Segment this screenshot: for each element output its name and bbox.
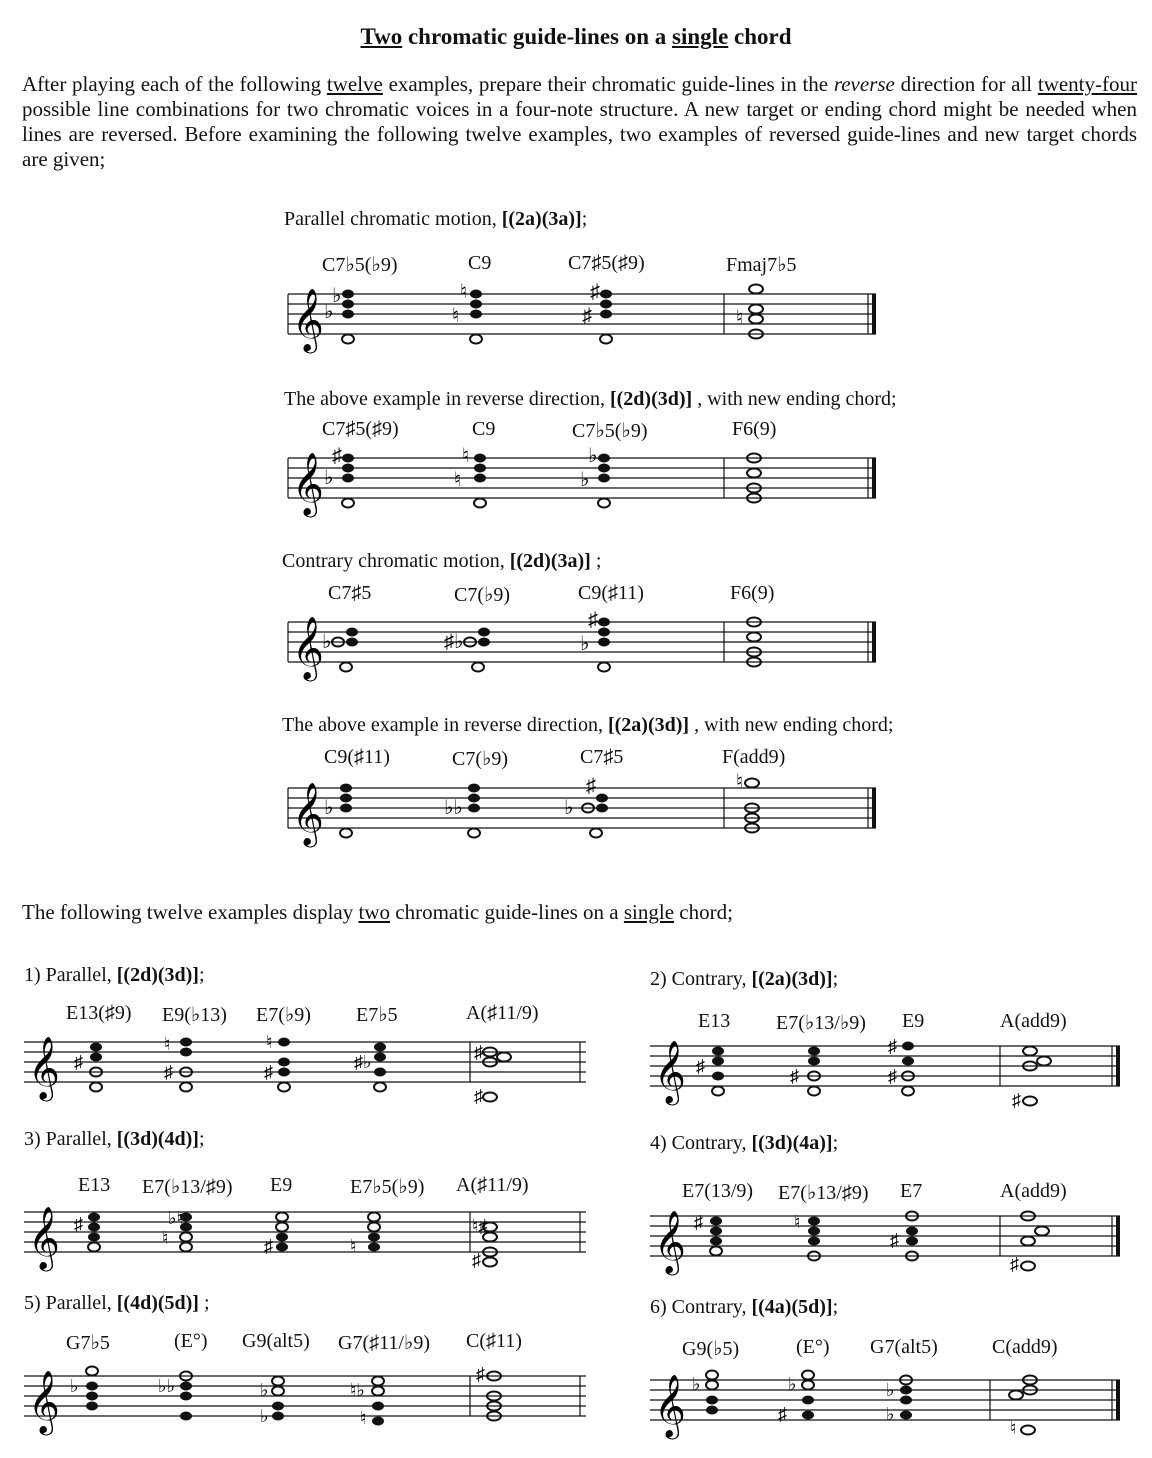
chord-symbol: G9(♭5): [682, 1338, 740, 1360]
chord-symbol: C9(♯11): [578, 582, 644, 604]
svg-text:♮: ♮: [1010, 1418, 1017, 1438]
svg-text:♭: ♭: [788, 1374, 797, 1394]
svg-text:♭♭: ♭♭: [158, 1376, 175, 1396]
treble-clef-icon: 𝄞: [28, 1038, 60, 1098]
svg-text:♯: ♯: [264, 1062, 273, 1082]
example-2-label: 2) Contrary, [(2a)(3d)];: [650, 968, 839, 990]
chord-symbol: E9: [902, 1010, 925, 1032]
svg-text:♯: ♯: [588, 609, 598, 631]
music-staff: [284, 281, 884, 364]
chord-symbol: Fmaj7♭5: [726, 254, 797, 276]
example-label-contrary: Contrary chromatic motion, [(2d)(3a)] ;: [282, 550, 602, 572]
svg-text:♭: ♭: [324, 467, 334, 489]
svg-text:♯♭: ♯♭: [444, 631, 464, 653]
chord-symbol: C7♯5: [328, 582, 372, 604]
svg-text:♯: ♯: [476, 1364, 485, 1384]
chord-symbol: C9: [472, 418, 496, 440]
treble-clef-icon: 𝄞: [292, 290, 324, 350]
chord-symbol: C9: [468, 252, 492, 274]
svg-text:♮: ♮: [162, 1228, 169, 1248]
chord-symbol: C(add9): [992, 1336, 1058, 1358]
chord-symbol: E13: [698, 1010, 731, 1032]
svg-text:♯: ♯: [74, 1052, 83, 1072]
music-staff: [650, 1370, 1130, 1450]
chord-symbol: G7♭5: [66, 1332, 110, 1354]
music-staff: [284, 771, 884, 858]
svg-text:♯: ♯: [778, 1404, 787, 1424]
treble-clef-icon: 𝄞: [292, 454, 324, 514]
example-1-label: 1) Parallel, [(2d)(3d)];: [24, 964, 205, 986]
chord-symbol: C7♭5(♭9): [322, 254, 398, 276]
chord-symbol: C7(♭9): [454, 584, 511, 606]
svg-text:♭: ♭: [564, 797, 574, 819]
svg-text:♯: ♯: [888, 1066, 897, 1086]
chord-symbol: A(add9): [1000, 1010, 1067, 1032]
svg-text:♭: ♭: [322, 631, 332, 653]
chord-symbol: G9(alt5): [242, 1330, 310, 1352]
chord-symbol: F(add9): [722, 746, 786, 768]
svg-text:♯: ♯: [696, 1056, 705, 1076]
svg-text:♮♯: ♮♯: [472, 1216, 488, 1236]
svg-text:♮: ♮: [164, 1034, 171, 1054]
treble-clef-icon: 𝄞: [292, 784, 324, 844]
chord-symbol: F6(9): [730, 582, 775, 604]
chord-symbol: A(add9): [1000, 1180, 1067, 1202]
svg-text:♭: ♭: [692, 1374, 701, 1394]
music-staff: [24, 1366, 594, 1446]
svg-text:♮: ♮: [454, 469, 462, 491]
svg-text:♮: ♮: [460, 281, 468, 303]
chord-symbol: G7(alt5): [870, 1336, 938, 1358]
svg-text:♮: ♮: [452, 305, 460, 327]
svg-text:♯: ♯: [590, 281, 600, 303]
svg-text:♯: ♯: [790, 1066, 799, 1086]
svg-text:♯: ♯: [264, 1236, 273, 1256]
chord-symbol: C7♯5(♯9): [568, 252, 645, 274]
example-label-reverse: The above example in reverse direction, [(2d)(3d)] , with new ending chord;: [284, 388, 897, 410]
svg-text:♮: ♮: [360, 1408, 367, 1428]
svg-text:♭: ♭: [260, 1406, 269, 1426]
svg-text:♯: ♯: [1010, 1254, 1019, 1274]
treble-clef-icon: 𝄞: [654, 1212, 686, 1272]
treble-clef-icon: 𝄞: [28, 1372, 60, 1432]
example-label-reverse: The above example in reverse direction, [(2a)(3d)] , with new ending chord;: [282, 714, 894, 736]
svg-text:♭: ♭: [324, 797, 334, 819]
intro-paragraph: After playing each of the following twelve examples, prepare their chromatic guide-lines in the reverse direction for all twenty-four possible line combinations for two chromatic voices in a four-note structure. A new target or ending chord might be needed when lines are reversed. Before examining the following twelve examples, two examples of reversed guide-lines and new target chords are given;: [22, 72, 1137, 171]
chord-symbol: C9(♯11): [324, 746, 390, 768]
chord-symbol: A(♯11/9): [466, 1002, 539, 1024]
svg-text:♮: ♮: [794, 1212, 801, 1232]
example-3-label: 3) Parallel, [(3d)(4d)];: [24, 1128, 205, 1150]
music-staff: [24, 1202, 594, 1282]
treble-clef-icon: 𝄞: [292, 618, 324, 678]
example-6-label: 6) Contrary, [(4a)(5d)];: [650, 1296, 839, 1318]
treble-clef-icon: 𝄞: [28, 1208, 60, 1268]
chord-symbol: E7♭5: [356, 1004, 398, 1026]
music-staff: [650, 1036, 1130, 1116]
chord-symbol: E7(♭13/♯9): [778, 1182, 869, 1204]
example-4-label: 4) Contrary, [(3d)(4a)];: [650, 1132, 839, 1154]
chord-symbol: E13(♯9): [66, 1002, 132, 1024]
chord-symbol: C7♭5(♭9): [572, 420, 648, 442]
svg-text:♮: ♮: [736, 307, 744, 329]
chord-symbol: A(♯11/9): [456, 1174, 529, 1196]
svg-text:♭♭: ♭♭: [444, 797, 463, 819]
svg-text:♭: ♭: [324, 301, 334, 323]
svg-text:♯: ♯: [332, 445, 342, 467]
svg-text:♯: ♯: [586, 775, 596, 797]
chord-symbol: C7♯5: [580, 746, 624, 768]
svg-text:♯: ♯: [890, 1230, 899, 1250]
chord-symbol: E13: [78, 1174, 111, 1196]
svg-text:♭: ♭: [886, 1380, 895, 1400]
chord-symbol: E9: [270, 1174, 293, 1196]
svg-text:♮: ♮: [462, 445, 470, 467]
chord-symbol: G7(♯11/♭9): [338, 1332, 431, 1354]
music-staff: [24, 1032, 594, 1112]
chord-symbol: C7(♭9): [452, 748, 509, 770]
svg-text:♯: ♯: [74, 1214, 83, 1234]
svg-text:♯: ♯: [888, 1036, 897, 1056]
chord-symbol: E7(♭13/♭9): [776, 1012, 866, 1034]
svg-text:♮: ♮: [736, 771, 744, 793]
svg-text:♯: ♯: [474, 1086, 483, 1106]
svg-text:♮♭: ♮♭: [350, 1380, 365, 1400]
svg-text:♯♭: ♯♭: [354, 1052, 372, 1072]
chord-symbol: (E°): [174, 1330, 208, 1352]
svg-text:♮: ♮: [350, 1236, 357, 1256]
svg-text:♯: ♯: [164, 1062, 173, 1082]
svg-text:♯: ♯: [694, 1212, 703, 1232]
music-staff: [284, 445, 884, 528]
section-intro: The following twelve examples display two chromatic guide-lines on a single chord;: [22, 900, 733, 924]
chord-symbol: E9(♭13): [162, 1004, 227, 1026]
chord-symbol: C(♯11): [466, 1330, 522, 1352]
chord-symbol: C7♯5(♯9): [322, 418, 399, 440]
svg-text:♭: ♭: [588, 445, 598, 467]
chord-symbol: E7(♭13/♯9): [142, 1176, 233, 1198]
svg-text:♭♮: ♭♮: [168, 1208, 183, 1228]
chord-symbol: E7(♭9): [256, 1004, 311, 1026]
chord-symbol: F6(9): [732, 418, 777, 440]
music-staff: [284, 609, 884, 692]
treble-clef-icon: 𝄞: [654, 1376, 686, 1436]
svg-text:♭: ♭: [580, 469, 590, 491]
example-5-label: 5) Parallel, [(4d)(5d)] ;: [24, 1292, 210, 1314]
example-label-parallel: Parallel chromatic motion, [(2a)(3a)];: [284, 208, 588, 230]
chord-symbol: E7: [900, 1180, 923, 1202]
svg-text:♮: ♮: [266, 1032, 273, 1052]
svg-text:♭: ♭: [580, 633, 590, 655]
music-staff: [650, 1206, 1130, 1286]
treble-clef-icon: 𝄞: [654, 1042, 686, 1102]
chord-symbol: E7♭5(♭9): [350, 1176, 425, 1198]
chord-symbol: E7(13/9): [682, 1180, 754, 1202]
svg-text:♯: ♯: [472, 1250, 481, 1270]
svg-text:♯: ♯: [1012, 1090, 1021, 1110]
page-title: Two chromatic guide-lines on a single chord: [360, 24, 792, 49]
svg-text:♭: ♭: [886, 1404, 895, 1424]
chord-symbol: (E°): [796, 1336, 830, 1358]
svg-text:♭: ♭: [260, 1380, 269, 1400]
svg-text:♭: ♭: [70, 1376, 79, 1396]
svg-text:♯: ♯: [474, 1042, 483, 1062]
svg-text:♭: ♭: [332, 285, 342, 307]
svg-text:♯: ♯: [582, 305, 592, 327]
